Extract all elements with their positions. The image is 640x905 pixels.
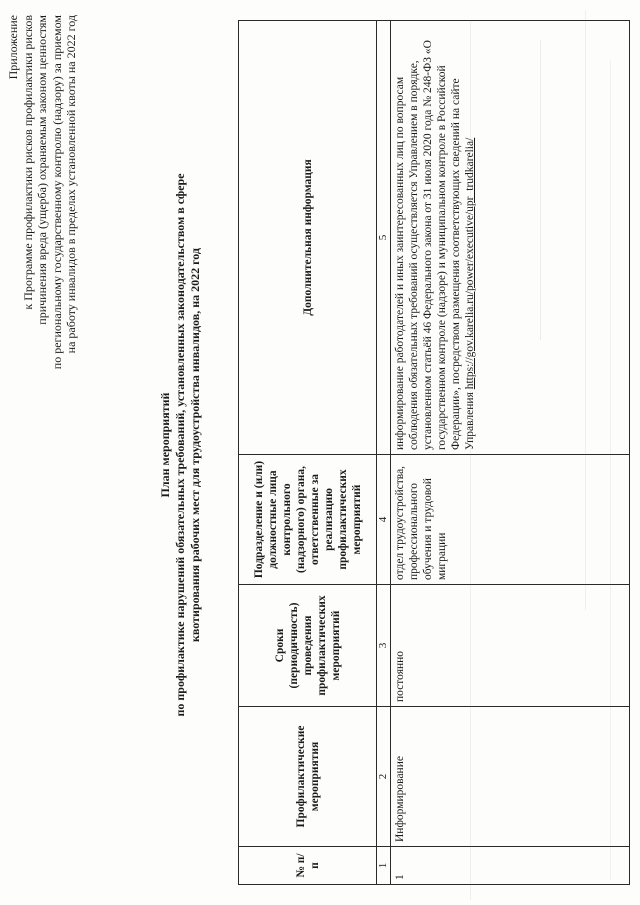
measures-table (238, 20, 630, 885)
appendix-header (6, 15, 79, 435)
row-responsible: отдел трудоустройства, профессионального обучения и трудовой миграции (391, 455, 630, 585)
row-number: 1 (391, 847, 630, 885)
scan-noise (540, 40, 541, 340)
scan-noise (470, 20, 471, 900)
column-number: 3 (377, 585, 391, 707)
row-measure: Информирование (391, 707, 630, 847)
row-info-text: информирование работодателей и иных заинтересованных лиц по вопросам соблюдения обязательных требований осуществляется Управлением в порядке, установленном статьёй 46 Федерального закона от 31 июля 2020 года № 248-ФЗ «О государственном контроле (надзоре) и муниципальном контроле в Российской Федерации», посредством размещения соответствующих сведений на сайте Управления (394, 40, 476, 450)
table-row (391, 21, 630, 885)
website-link[interactable]: https://gov.karelia.ru/power/executive/upr_trudkarelia/ (464, 137, 476, 390)
row-period: постоянно (391, 585, 630, 707)
column-number: 5 (377, 21, 391, 455)
appendix-line: по региональному государственному контролю (надзору) за приемом (49, 15, 64, 370)
header-period: Сроки (периодичность) проведения профилактических мероприятий (239, 585, 377, 707)
column-number: 2 (377, 707, 391, 847)
header-measures: Профилактические мероприятия (239, 707, 377, 847)
scan-noise (610, 60, 611, 880)
document-title (158, 75, 203, 815)
appendix-line: на работу инвалидов в пределах установленной квоты на 2022 год (64, 15, 78, 354)
column-number: 4 (377, 455, 391, 585)
row-info (391, 21, 630, 455)
column-number-row (377, 21, 391, 885)
title-line: квотирования рабочих мест для трудоустройства инвалидов, на 2022 год (188, 248, 202, 642)
column-number: 1 (377, 847, 391, 885)
appendix-line: причинения вреда (ущерба) охраняемым законом ценностям (35, 15, 49, 325)
appendix-line: к Программе профилактики рисков профилактики рисков (20, 15, 35, 310)
title-line: План мероприятий (158, 392, 172, 498)
scan-noise (585, 10, 586, 610)
header-responsible: Подразделение и (или) должностные лица контрольного (надзорного) органа, ответственные за реализацию профилактических мероприятий (239, 455, 377, 585)
table-header-row (239, 21, 377, 885)
appendix-line: Приложение (6, 15, 20, 80)
title-line: по профилактике нарушений обязательных требований, установленных законодательством в сфере (173, 173, 187, 717)
header-number: № п/п (239, 847, 377, 885)
header-info: Дополнительная информация (239, 21, 377, 455)
